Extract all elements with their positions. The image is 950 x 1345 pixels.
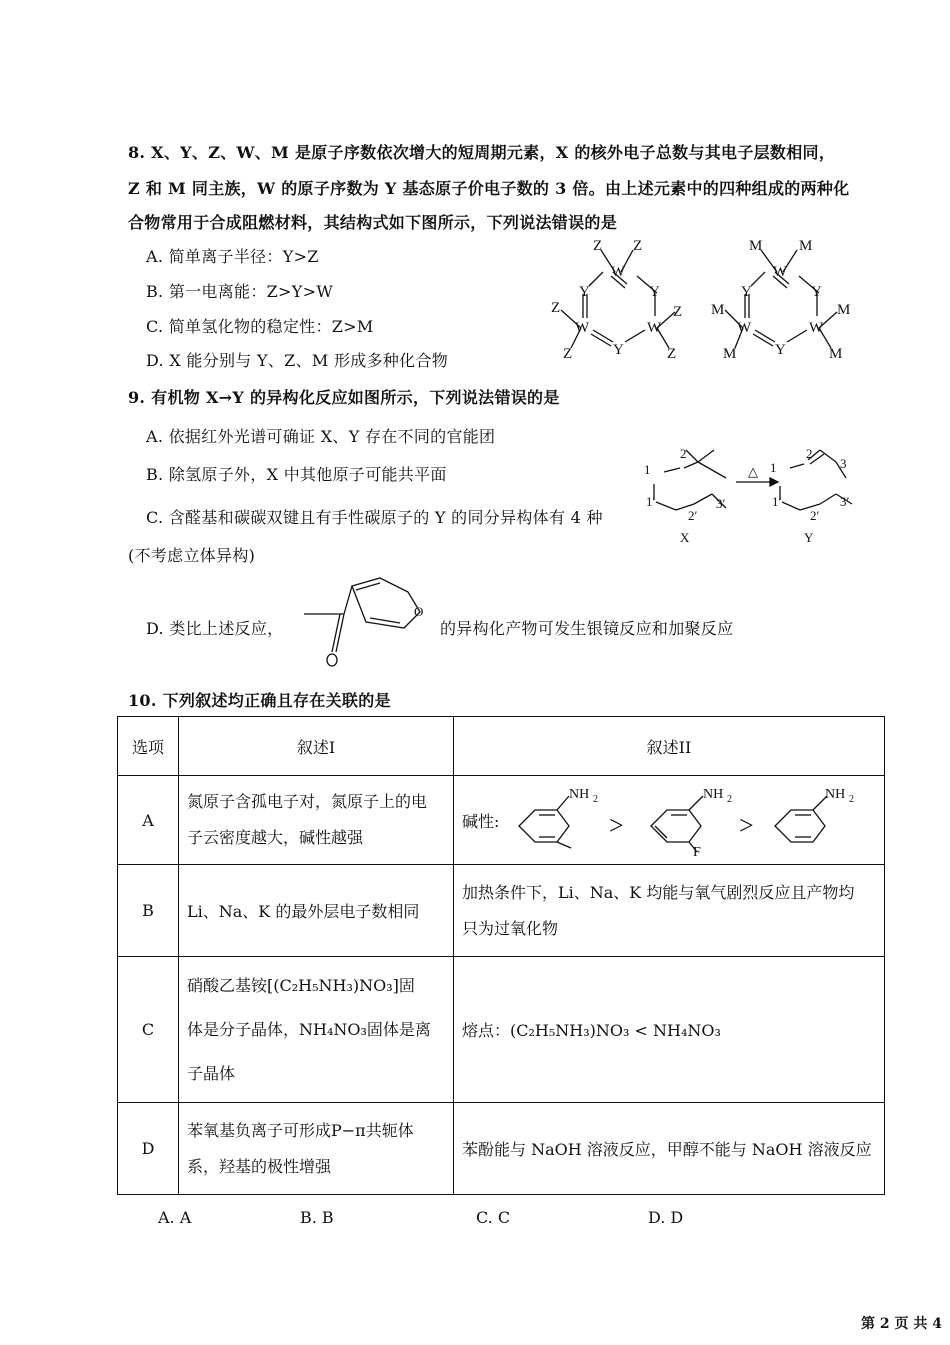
w-atom-label: W: [737, 320, 752, 336]
w-atom-label: W: [647, 320, 662, 336]
table-row: [118, 776, 885, 865]
table-row: [118, 865, 885, 957]
nh2-subscript: 2: [593, 794, 599, 805]
y-atom-label: Y: [613, 342, 624, 358]
y-atom-label: Y: [741, 284, 752, 300]
q10-stem: 10. 下列叙述均正确且存在关联的是: [128, 691, 391, 710]
y-compound-label: Y: [804, 530, 814, 545]
statement-line: 子云密度越大，碱性越强: [187, 828, 364, 847]
m-atom-label: M: [749, 238, 763, 254]
q8-option-d: D. X 能分别与 Y、Z、M 形成多种化合物: [146, 351, 449, 370]
m-atom-label: M: [799, 238, 813, 254]
nh2-label: NH: [569, 787, 590, 802]
y-locant-label: 1: [770, 460, 777, 475]
q9-option-d-prefix: D. 类比上述反应，: [146, 619, 284, 638]
x-locant-label: 2: [680, 446, 687, 461]
y-atom-label: Y: [649, 284, 660, 300]
y-locant-label: 1′: [772, 494, 782, 509]
z-atom-label: Z: [563, 346, 573, 362]
nh2-subscript: 2: [727, 794, 733, 805]
header-statement-2: 叙述II: [454, 717, 885, 776]
row-a-statement-1: [179, 776, 454, 865]
x-locant-label: 2′: [688, 508, 698, 523]
row-option-d: D: [118, 1103, 179, 1195]
header-statement-1: 叙述I: [179, 717, 454, 776]
q8-option-b: B. 第一电离能：Z>Y>W: [146, 282, 334, 301]
statement-line: 体是分子晶体，NH₄NO₃固体是离: [187, 1019, 431, 1039]
row-d-statement-2: 苯酚能与 NaOH 溶液反应，甲醇不能与 NaOH 溶液反应: [454, 1103, 885, 1195]
nh2-label: NH: [825, 787, 846, 802]
y-atom-label: Y: [811, 284, 822, 300]
nh2-label: NH: [703, 787, 724, 802]
row-option-a: A: [118, 776, 179, 865]
statement-line: 只为过氧化物: [462, 918, 559, 938]
greater-than-sign: >: [739, 811, 755, 840]
table-header-row: [118, 717, 885, 776]
y-locant-label: 3′: [840, 494, 850, 509]
q8-stem-line-3: 合物常用于合成阻燃材料，其结构式如下图所示，下列说法错误的是: [128, 213, 618, 232]
m-atom-label: M: [829, 346, 843, 362]
answer-choice-d: D. D: [648, 1208, 684, 1227]
x-compound-label: X: [680, 530, 690, 545]
z-atom-label: Z: [673, 304, 683, 320]
heat-symbol: △: [748, 464, 758, 479]
statement-line: 苯氧基负离子可形成P−π共轭体: [187, 1120, 414, 1140]
w-atom-label: W: [809, 320, 824, 336]
w-atom-label: W: [611, 264, 626, 280]
nh2-subscript: 2: [849, 794, 855, 805]
x-locant-label: 3′: [716, 496, 726, 511]
x-locant-label: 1′: [646, 494, 656, 509]
m-atom-label: M: [837, 302, 851, 318]
y-locant-label: 2′: [810, 508, 820, 523]
statement-line: 氮原子含孤电子对，氮原子上的电: [187, 792, 428, 811]
q8-option-a: A. 简单离子半径：Y>Z: [146, 247, 319, 266]
m-atom-label: M: [723, 346, 737, 362]
table-row: [118, 957, 885, 1103]
q8-structure-figure: [545, 236, 875, 366]
w-atom-label: W: [773, 264, 788, 280]
q8-option-c: C. 简单氢化物的稳定性：Z>M: [146, 317, 374, 336]
y-atom-label: Y: [775, 342, 786, 358]
q9-option-a: A. 依据红外光谱可确证 X、Y 存在不同的官能团: [146, 427, 496, 446]
row-option-c: C: [118, 957, 179, 1103]
q9-option-b: B. 除氢原子外，X 中其他原子可能共平面: [146, 465, 447, 484]
aniline-comparison: [499, 782, 859, 858]
row-c-statement-2: 熔点：(C₂H₅NH₃)NO₃ < NH₄NO₃: [454, 957, 885, 1103]
statement-line: 子晶体: [187, 1063, 236, 1083]
fluorine-label: F: [693, 845, 702, 858]
z-atom-label: Z: [593, 238, 603, 254]
row-b-statement-2: [454, 865, 885, 957]
greater-than-sign: >: [609, 811, 625, 840]
row-option-b: B: [118, 865, 179, 957]
y-atom-label: Y: [579, 284, 590, 300]
q9-d-molecule: [296, 572, 436, 672]
m-atom-label: M: [711, 302, 725, 318]
q8-stem-line-1: 8. X、Y、Z、W、M 是原子序数依次增大的短周期元素，X 的核外电子总数与其电子层数相同，: [128, 143, 836, 162]
z-atom-label: Z: [667, 346, 677, 362]
row-c-statement-1: [179, 957, 454, 1103]
y-locant-label: 3: [840, 456, 847, 471]
svg-text:O: O: [414, 604, 424, 619]
row-d-statement-1: [179, 1103, 454, 1195]
basicity-label: 碱性:: [462, 811, 500, 831]
answer-choice-a: A. A: [158, 1208, 192, 1227]
statement-line: 硝酸乙基铵[(C₂H₅NH₃)NO₃]固: [187, 975, 415, 995]
q9-option-d-suffix: 的异构化产物可发生银镜反应和加聚反应: [440, 619, 734, 638]
table-row: [118, 1103, 885, 1195]
z-atom-label: Z: [633, 238, 643, 254]
q9-reaction-figure: [640, 438, 880, 548]
row-b-statement-1: Li、Na、K 的最外层电子数相同: [179, 865, 454, 957]
z-atom-label: Z: [551, 300, 561, 316]
w-atom-label: W: [575, 320, 590, 336]
row-a-statement-2: [454, 776, 885, 865]
answer-choice-b: B. B: [300, 1208, 334, 1227]
q10-table: [117, 716, 885, 1195]
q8-stem-line-2: Z 和 M 同主族，W 的原子序数为 Y 基态原子价电子数的 3 倍。由上述元素中的四种组成的两种化: [128, 179, 850, 198]
q9-option-c: C. 含醛基和碳碳双键且有手性碳原子的 Y 的同分异构体有 4 种: [146, 508, 603, 527]
q9-option-c-note: (不考虑立体异构): [128, 546, 256, 565]
statement-line: 系，羟基的极性增强: [187, 1156, 332, 1176]
header-option: 选项: [118, 717, 179, 776]
q9-stem: 9. 有机物 X→Y 的异构化反应如图所示，下列说法错误的是: [128, 388, 560, 407]
statement-line: 加热条件下，Li、Na、K 均能与氧气剧烈反应且产物均: [462, 882, 855, 902]
answer-choice-c: C. C: [476, 1208, 511, 1227]
x-locant-label: 1: [644, 462, 651, 477]
y-locant-label: 2: [806, 446, 813, 461]
page-number-footer: 第 2 页 共 4: [861, 1316, 942, 1332]
